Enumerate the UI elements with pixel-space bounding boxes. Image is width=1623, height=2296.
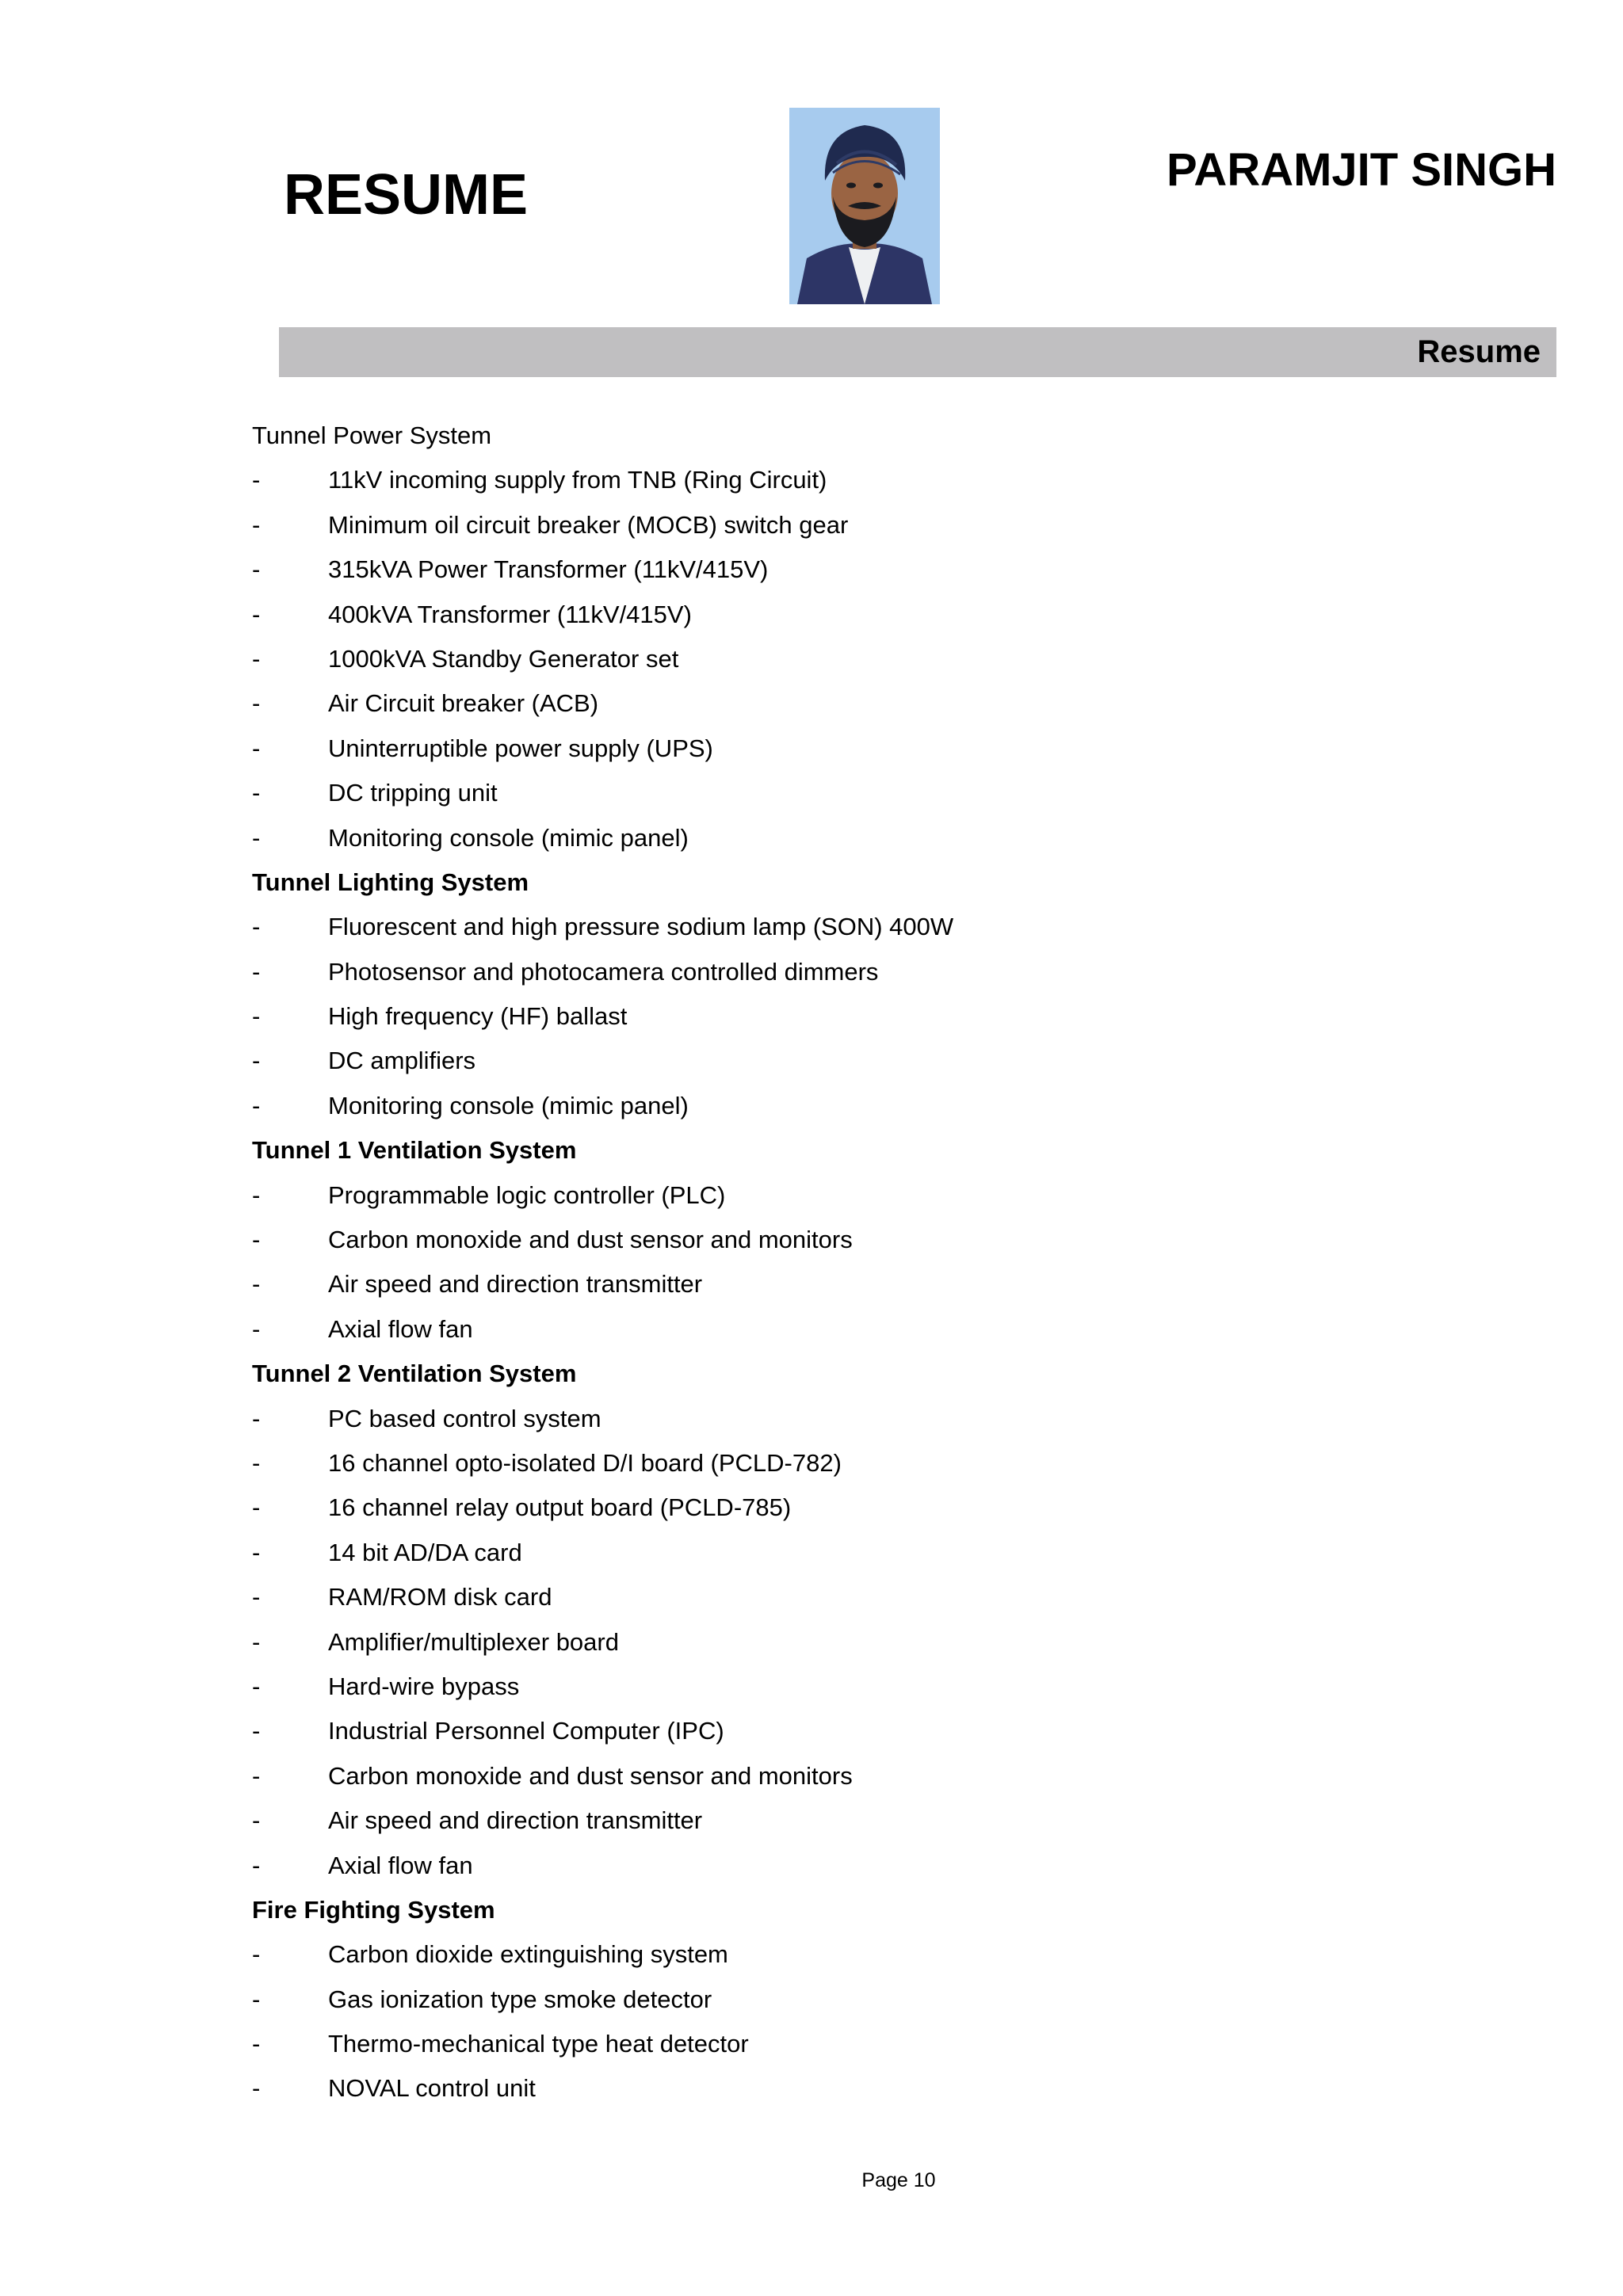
section-heading: Tunnel Power System [252,421,492,449]
list-item [252,2022,1520,2066]
list-item [252,1531,1520,1575]
section-heading: Tunnel 1 Ventilation System [252,1136,577,1165]
bullet-dash: - [252,1851,261,1879]
list-item [252,593,1520,637]
person-photo-icon [789,108,940,304]
bullet-dash: - [252,510,261,539]
bullet-dash: - [252,2030,261,2058]
bullet-dash: - [252,1806,261,1835]
list-item-text: 1000kVA Standby Generator set [328,644,679,673]
list-item [252,950,1520,994]
bullet-dash: - [252,1002,261,1031]
bullet-dash: - [252,2074,261,2103]
list-item-text: PC based control system [328,1404,601,1432]
list-item-text: Axial flow fan [328,1314,473,1343]
page-number: Page 10 [861,2169,936,2191]
list-item [252,1620,1520,1665]
bullet-dash: - [252,913,261,941]
section-heading: Fire Fighting System [252,1895,495,1924]
section-heading: Tunnel 2 Ventilation System [252,1360,577,1388]
list-item-text: Minimum oil circuit breaker (MOCB) switch gear [328,510,849,539]
bullet-dash: - [252,689,261,718]
list-item-text: NOVAL control unit [328,2074,536,2103]
list-item [252,547,1520,592]
list-item-text: 11kV incoming supply from TNB (Ring Circuit) [328,466,827,494]
list-item-text: Amplifier/multiplexer board [328,1627,619,1656]
list-item-text: Thermo-mechanical type heat detector [328,2030,749,2058]
list-item [252,1665,1520,1709]
list-item [252,1173,1520,1218]
list-item [252,503,1520,547]
bullet-dash: - [252,734,261,762]
bullet-dash: - [252,1270,261,1299]
bullet-dash: - [252,1047,261,1075]
list-item [252,771,1520,815]
list-item-text: Monitoring console (mimic panel) [328,823,689,852]
list-item-text: Axial flow fan [328,1851,473,1879]
list-item-text: Uninterruptible power supply (UPS) [328,734,713,762]
bullet-dash: - [252,1180,261,1209]
bullet-dash: - [252,1672,261,1700]
section-bar-label: Resume [1417,334,1541,369]
section-bar [279,327,1556,377]
bullet-dash: - [252,1985,261,2013]
bullet-dash: - [252,823,261,852]
list-item-text: Air Circuit breaker (ACB) [328,689,599,718]
bullet-dash: - [252,466,261,494]
list-item-text: Carbon monoxide and dust sensor and monitors [328,1761,853,1790]
bullet-dash: - [252,1493,261,1522]
list-item-text: Industrial Personnel Computer (IPC) [328,1717,724,1745]
list-item [252,1397,1520,1441]
list-item [252,1798,1520,1843]
list-item [252,1441,1520,1486]
list-item [252,1754,1520,1798]
section-heading: Tunnel Lighting System [252,868,529,896]
list-item-text: Carbon monoxide and dust sensor and monitors [328,1226,853,1254]
bullet-dash: - [252,1314,261,1343]
list-item-text: Gas ionization type smoke detector [328,1985,712,2013]
list-item-text: Photosensor and photocamera controlled dimmers [328,957,879,986]
resume-title: RESUME [284,163,529,227]
list-item-text: Carbon dioxide extinguishing system [328,1940,728,1969]
list-item-text: DC tripping unit [328,779,498,807]
list-item [252,458,1520,502]
list-item-text: Fluorescent and high pressure sodium lamp (SON) 400W [328,913,954,941]
list-item-text: Air speed and direction transmitter [328,1270,703,1299]
list-item-text: 16 channel relay output board (PCLD-785) [328,1493,792,1522]
bullet-dash: - [252,779,261,807]
list-item [252,1932,1520,1977]
bullet-dash: - [252,1448,261,1477]
list-item [252,1575,1520,1619]
bullet-dash: - [252,957,261,986]
list-item [252,1978,1520,2022]
list-item [252,1709,1520,1753]
bullet-dash: - [252,1226,261,1254]
bullet-dash: - [252,1627,261,1656]
list-item [252,994,1520,1039]
resume-content [252,414,1520,2111]
list-item [252,905,1520,949]
list-item [252,1307,1520,1352]
person-photo [789,108,940,304]
list-item [252,727,1520,771]
list-item-text: 315kVA Power Transformer (11kV/415V) [328,555,769,584]
list-item [252,1486,1520,1530]
list-item [252,1218,1520,1262]
list-item-text: High frequency (HF) ballast [328,1002,628,1031]
bullet-dash: - [252,1538,261,1566]
list-item [252,1039,1520,1083]
bullet-dash: - [252,1940,261,1969]
bullet-dash: - [252,1404,261,1432]
bullet-dash: - [252,1091,261,1119]
list-item [252,816,1520,860]
list-item-text: RAM/ROM disk card [328,1583,552,1611]
list-item-text: 400kVA Transformer (11kV/415V) [328,600,692,628]
list-item [252,681,1520,726]
list-item-text: 14 bit AD/DA card [328,1538,522,1566]
list-item-text: Monitoring console (mimic panel) [328,1091,689,1119]
bullet-dash: - [252,1761,261,1790]
bullet-dash: - [252,1717,261,1745]
list-item-text: Air speed and direction transmitter [328,1806,703,1835]
list-item [252,1084,1520,1128]
list-item-text: Hard-wire bypass [328,1672,520,1700]
bullet-dash: - [252,600,261,628]
list-item [252,2066,1520,2111]
bullet-dash: - [252,555,261,584]
list-item-text: 16 channel opto-isolated D/I board (PCLD-782) [328,1448,842,1477]
list-item [252,1844,1520,1888]
list-item [252,1262,1520,1306]
list-item-text: Programmable logic controller (PLC) [328,1180,726,1209]
list-item-text: DC amplifiers [328,1047,476,1075]
candidate-name: PARAMJIT SINGH [1167,144,1556,196]
bullet-dash: - [252,644,261,673]
bullet-dash: - [252,1583,261,1611]
list-item [252,637,1520,681]
